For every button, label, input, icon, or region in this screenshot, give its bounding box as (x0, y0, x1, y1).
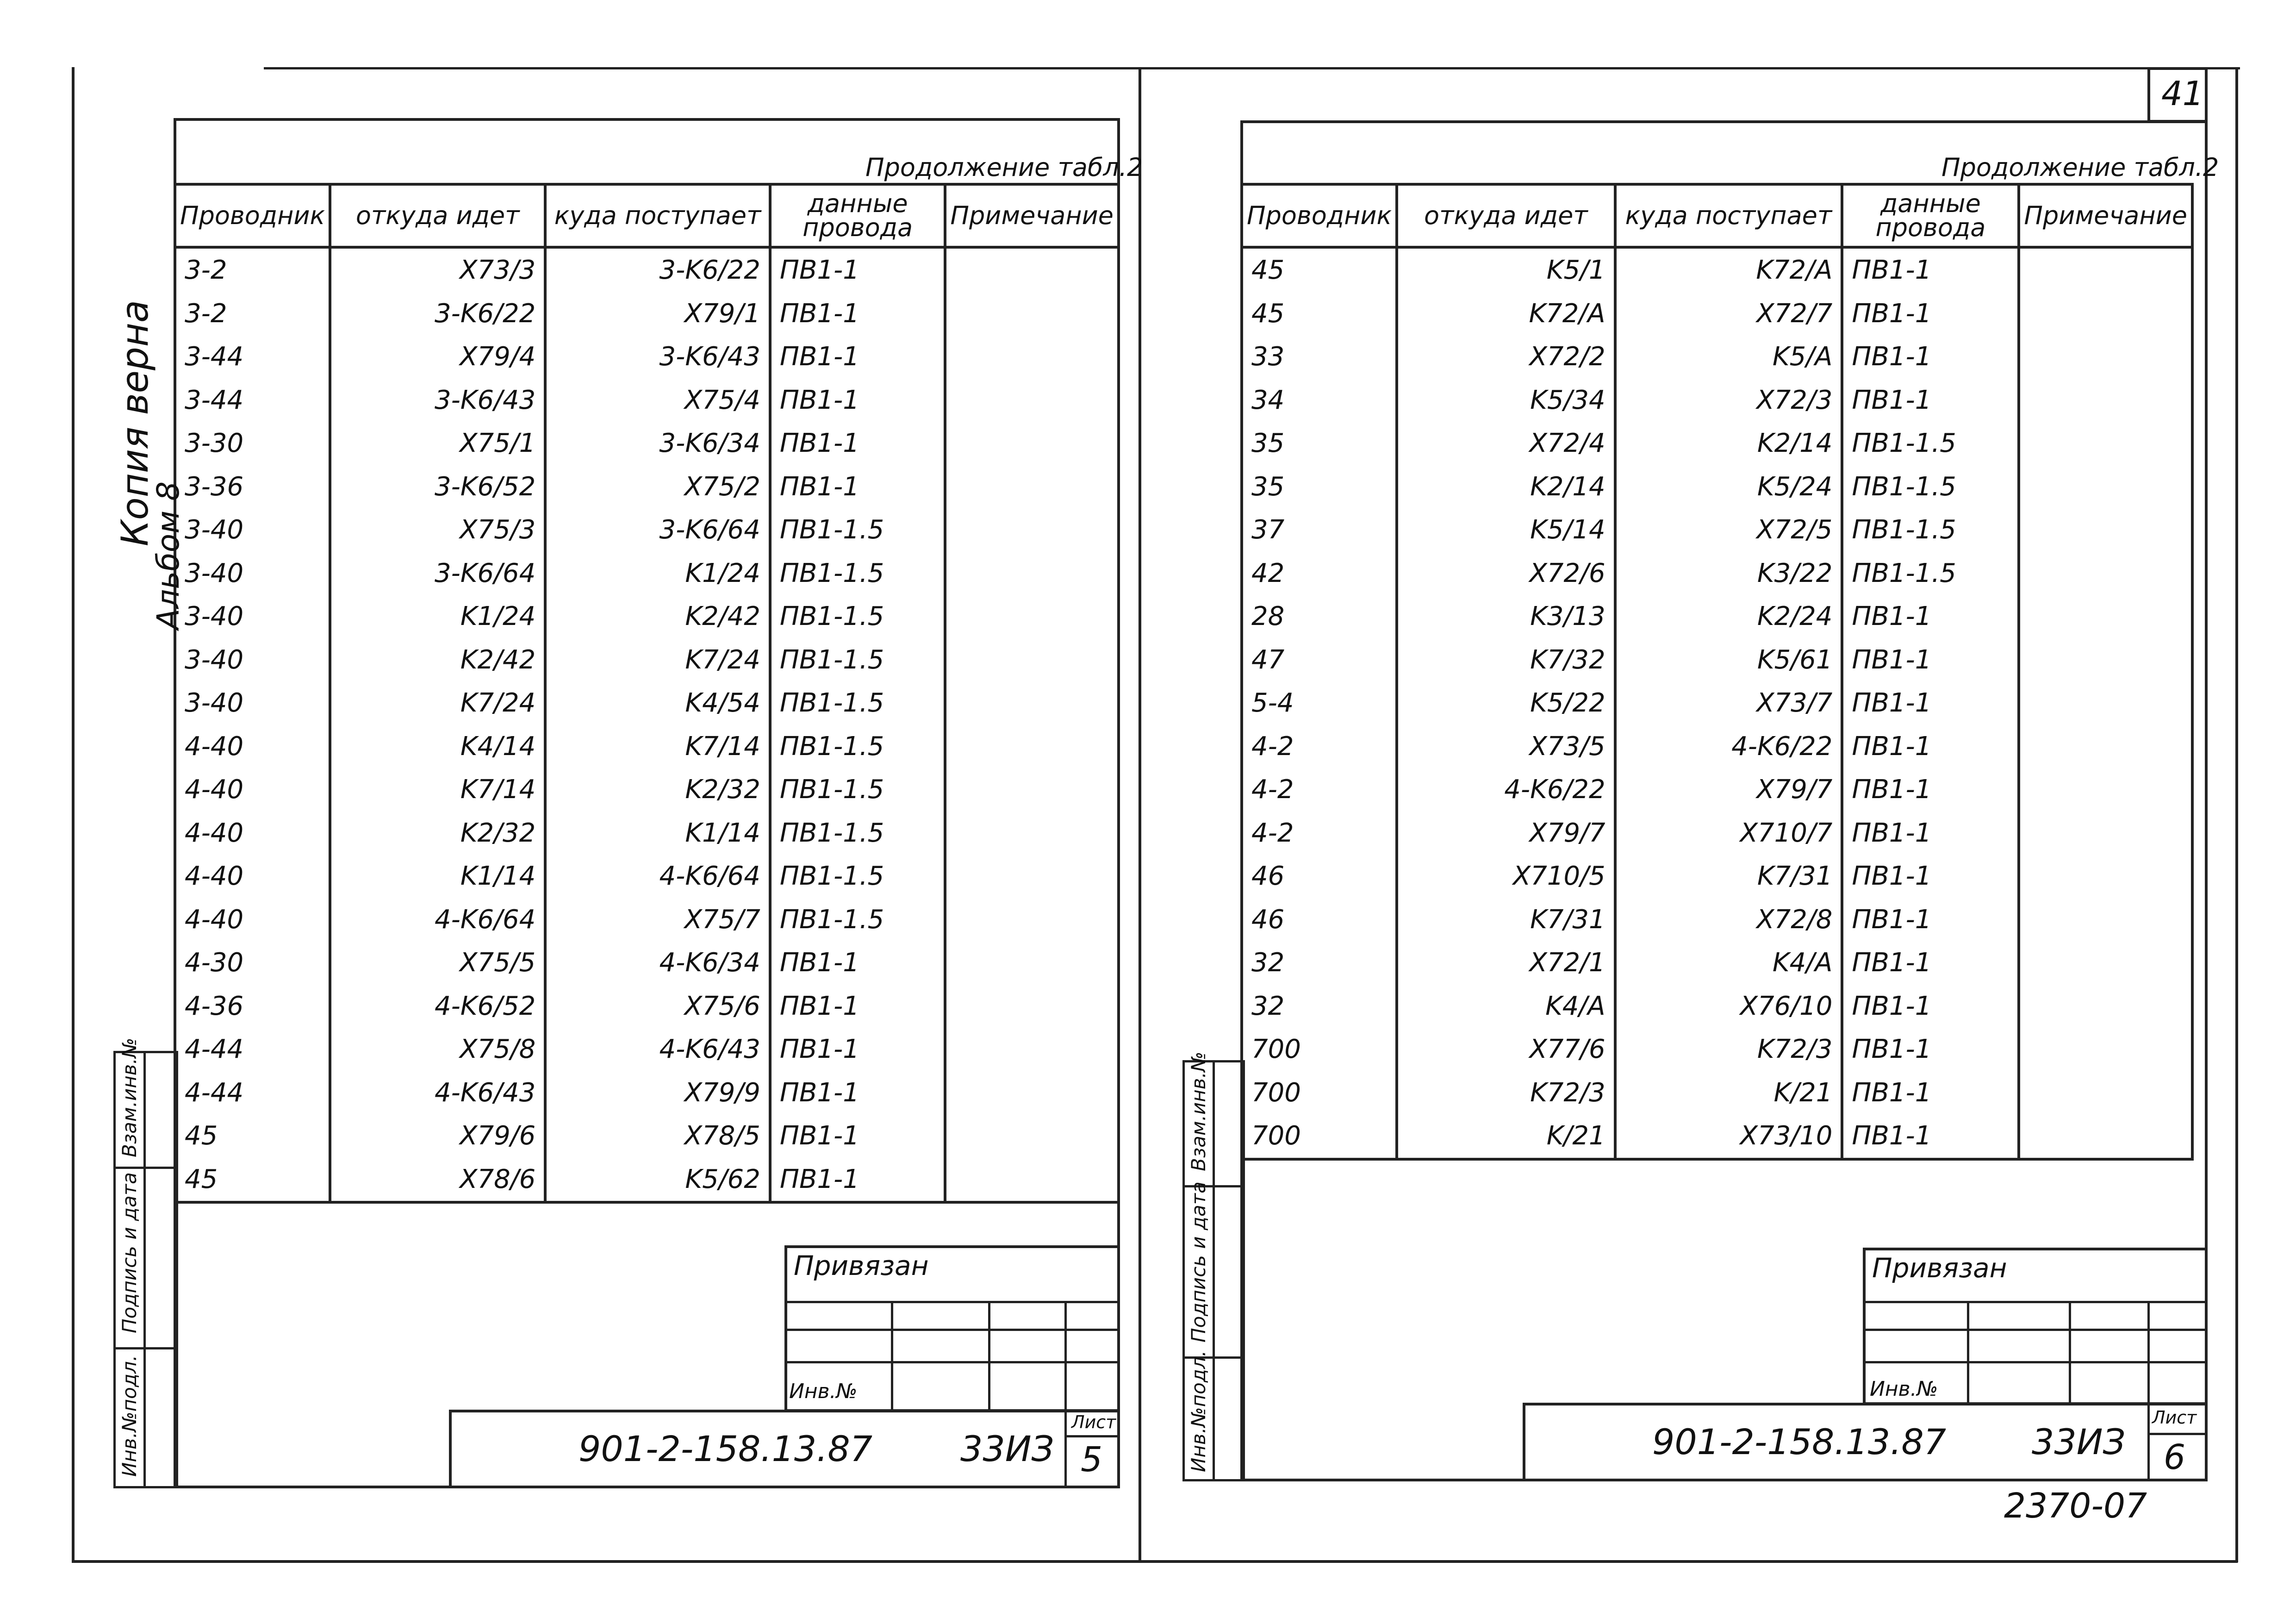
right-sheet-label: Лист (2152, 1407, 2197, 1428)
outer-right-edge (2235, 67, 2238, 1562)
right-side-field-vzam-inv: Взам.инв.№ (1187, 1051, 1210, 1171)
table-row: 3-40 3-K6/64 K1/24 ПВ1-1.5 (175, 552, 1119, 595)
table-row: 28 K3/13 K2/24 ПВ1-1 (1242, 595, 2192, 638)
side-field-inv-podl: Инв.№подл. (118, 1355, 141, 1477)
table-row: 3-30 X75/1 3-K6/34 ПВ1-1 (175, 422, 1119, 465)
table-row: 4-2 X73/5 4-K6/22 ПВ1-1 (1242, 725, 2192, 768)
table-row: 46 X710/5 K7/31 ПВ1-1 (1242, 855, 2192, 898)
left-section-code: 33ИЗ (960, 1428, 1054, 1469)
table-row: 3-40 K7/24 K4/54 ПВ1-1.5 (175, 681, 1119, 725)
right-document-code: 901-2-158.13.87 (1652, 1421, 1947, 1462)
header-to: куда поступает (1615, 184, 1842, 247)
header-data: данные провода (1842, 184, 2019, 247)
table-row: 3-36 3-K6/52 X75/2 ПВ1-1 (175, 465, 1119, 509)
right-page-number: 41 (2161, 74, 2204, 113)
table-row: 4-44 X75/8 4-K6/43 ПВ1-1 (175, 1028, 1119, 1071)
header-from: откуда идет (1397, 184, 1615, 247)
left-side-field-divider-1 (113, 1167, 178, 1169)
table-row: 4-40 K1/14 4-K6/64 ПВ1-1.5 (175, 855, 1119, 898)
table-row: 32 X72/1 K4/A ПВ1-1 (1242, 941, 2192, 985)
header-data: данные провода (770, 184, 946, 247)
right-table-header (1242, 184, 2192, 247)
header-conductor: Проводник (1242, 184, 1397, 247)
table-row: 32 K4/A X76/10 ПВ1-1 (1242, 985, 2192, 1028)
right-section-code: 33ИЗ (2032, 1421, 2126, 1462)
table-row: 35 X72/4 K2/14 ПВ1-1.5 (1242, 422, 2192, 465)
table-row: 3-2 X73/3 3-K6/22 ПВ1-1 (175, 247, 1119, 292)
table-row: 4-44 4-K6/43 X79/9 ПВ1-1 (175, 1071, 1119, 1115)
outer-bottom-edge (72, 1560, 2238, 1563)
table-row: 35 K2/14 K5/24 ПВ1-1.5 (1242, 465, 2192, 509)
table-row: 4-2 X79/7 X710/7 ПВ1-1 (1242, 812, 2192, 855)
table-row: 3-40 K2/42 K7/24 ПВ1-1.5 (175, 638, 1119, 682)
table-row: 3-2 3-K6/22 X79/1 ПВ1-1 (175, 292, 1119, 336)
table-row: 33 X72/2 K5/A ПВ1-1 (1242, 335, 2192, 379)
side-field-vzam-inv: Взам.инв.№ (118, 1037, 141, 1157)
table-row: 3-44 X79/4 3-K6/43 ПВ1-1 (175, 335, 1119, 379)
left-continuation-label: Продолжение табл.2 (865, 153, 1143, 182)
left-sheet-label: Лист (1071, 1412, 1116, 1432)
table-row: 4-40 K7/14 K2/32 ПВ1-1.5 (175, 768, 1119, 812)
table-row: 4-2 4-K6/22 X79/7 ПВ1-1 (1242, 768, 2192, 812)
header-note: Примечание (2019, 184, 2192, 247)
table-row: 4-40 K2/32 K1/14 ПВ1-1.5 (175, 812, 1119, 855)
right-sheet-number: 6 (2164, 1437, 2186, 1477)
page-divider (1139, 67, 1141, 1562)
table-row: 700 K72/3 K/21 ПВ1-1 (1242, 1071, 2192, 1115)
right-side-field-signature-date: Подпись и дата (1187, 1181, 1210, 1343)
table-row: 45 X78/6 K5/62 ПВ1-1 (175, 1158, 1119, 1203)
left-document-code: 901-2-158.13.87 (579, 1428, 873, 1469)
table-row: 4-40 4-K6/64 X75/7 ПВ1-1.5 (175, 898, 1119, 942)
left-sheet-number: 5 (1081, 1440, 1103, 1480)
table-row: 46 K7/31 X72/8 ПВ1-1 (1242, 898, 2192, 942)
side-field-signature-date: Подпись и дата (118, 1172, 141, 1333)
header-from: откуда идет (330, 184, 545, 247)
table-row: 4-40 K4/14 K7/14 ПВ1-1.5 (175, 725, 1119, 768)
stamp-copy-correct: Копия верна (113, 300, 156, 546)
left-side-field-divider-2 (113, 1347, 178, 1349)
table-row: 700 X77/6 K72/3 ПВ1-1 (1242, 1028, 2192, 1071)
table-row: 45 X79/6 X78/5 ПВ1-1 (175, 1114, 1119, 1158)
right-continuation-label: Продолжение табл.2 (1941, 153, 2219, 182)
right-wire-table (1240, 183, 2194, 1161)
archive-number: 2370-07 (2004, 1486, 2147, 1526)
table-row: 45 K5/1 K72/A ПВ1-1 (1242, 247, 2192, 292)
table-row: 3-40 K1/24 K2/42 ПВ1-1.5 (175, 595, 1119, 638)
table-row: 700 K/21 X73/10 ПВ1-1 (1242, 1114, 2192, 1159)
header-note: Примечание (945, 184, 1119, 247)
left-wire-table (174, 183, 1120, 1204)
right-privyazan-label: Привязан (1872, 1252, 2007, 1284)
table-row: 4-36 4-K6/52 X75/6 ПВ1-1 (175, 985, 1119, 1028)
table-row: 45 K72/A X72/7 ПВ1-1 (1242, 292, 2192, 336)
stamp-album: Альбом 8 (150, 481, 186, 630)
left-inv-label: Инв.№ (789, 1380, 858, 1403)
table-row: 3-44 3-K6/43 X75/4 ПВ1-1 (175, 379, 1119, 422)
table-row: 42 X72/6 K3/22 ПВ1-1.5 (1242, 552, 2192, 595)
table-row: 5-4 K5/22 X73/7 ПВ1-1 (1242, 681, 2192, 725)
table-row: 37 K5/14 X72/5 ПВ1-1.5 (1242, 508, 2192, 552)
table-row: 4-30 X75/5 4-K6/34 ПВ1-1 (175, 941, 1119, 985)
right-inv-label: Инв.№ (1870, 1377, 1938, 1401)
left-privyazan-label: Привязан (794, 1250, 929, 1281)
header-conductor: Проводник (175, 184, 330, 247)
left-side-field-vertical (143, 1051, 146, 1488)
left-table-header (175, 184, 1119, 247)
right-side-field-inv-podl: Инв.№подл. (1187, 1350, 1210, 1472)
table-row: 34 K5/34 X72/3 ПВ1-1 (1242, 379, 2192, 422)
outer-left-edge (72, 67, 75, 1562)
table-row: 47 K7/32 K5/61 ПВ1-1 (1242, 638, 2192, 682)
outer-top-edge (264, 67, 2240, 69)
table-row: 3-40 X75/3 3-K6/64 ПВ1-1.5 (175, 508, 1119, 552)
header-to: куда поступает (545, 184, 770, 247)
